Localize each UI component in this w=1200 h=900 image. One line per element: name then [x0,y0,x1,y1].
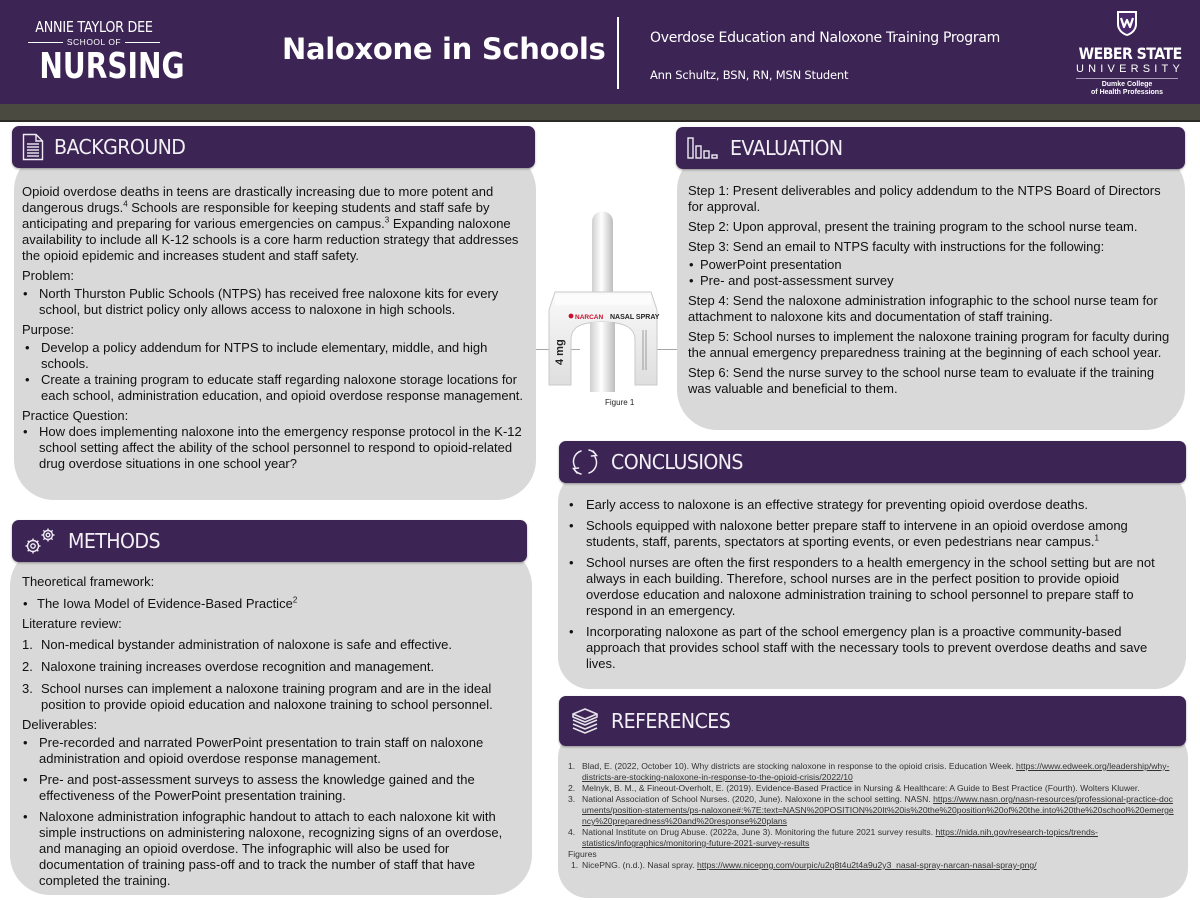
logo-college-line-1: Dumke College [1101,81,1153,88]
evaluation-header [676,127,1185,169]
shield-icon [1116,10,1138,37]
list-item: • The Iowa Model of Evidence-Based Practice$^2$ [22,596,520,612]
logo-divider [1076,78,1178,79]
background-title: BACKGROUND [54,135,186,159]
reference-item: 4. National Institute on Drug Abuse. (2022a, June 3). Monitoring the future 2021 survey results. https://nida.nih.gov/research-topics/trends-statistics/infographics/monitoring-future-2021-survey-results [568,827,1098,848]
logo-line-1: ANNIE TAYLOR DEE [35,18,153,36]
methods-title: METHODS [68,529,160,553]
poster-author: Ann Schultz, BSN, RN, MSN Student [650,68,849,82]
logo-line-3: NURSING [39,46,185,87]
reference-link[interactable]: https://nida.nih.gov/research-topics/trends-statistics/infographics/monitoring-future-2021-survey-results [582,827,1098,848]
list-item: • Naloxone administration infographic handout to attach to each naloxone kit with simple instructions on administering naloxone, recognizing signs of an overdose, and managing an opioid overdose. The infographic will also be used for documentation of training pass-off and to track the number of staff that have completed the training. [22,809,520,889]
evaluation-step-6: Step 6: Send the nurse survey to the school nurse team to evaluate if the training was valuable and beneficial to them. [688,365,1155,396]
framework-list [22,596,520,612]
reference-link[interactable]: https://www.edweek.org/leadership/why-districts-are-stocking-naloxone-in-response-to-the-opioid-crisis/2022/10 [582,761,1170,782]
background-header [12,126,535,168]
logo-college-line-2: of Health Professions [1091,89,1163,96]
references-list [568,761,1174,849]
list-item: • Pre- and post-assessment survey [688,273,1175,289]
conclusions-header [559,441,1186,483]
narcan-brand-text: NARCAN [575,314,604,321]
bar-chart-icon [686,136,720,160]
list-item: • School nurses are often the first responders to a health emergency in the school setting but are not always in each building. Therefore, school nurses are in the perfect position to provide opioid overdose education and naloxone administration training to school personnel to prepare staff to respond in an emergency. [568,555,1168,619]
purpose-label: Purpose: [22,322,75,337]
background-panel [14,150,536,500]
nasal-spray-icon [535,200,670,400]
list-item: 2. Naloxone training increases overdose recognition and management. [22,659,435,674]
university-logo [1072,10,1185,97]
reference-item: 3. National Association of School Nurses. (2020, June). Naloxone in the school setting. NASN. https://www.nasn.org/nasn-resources/professional-practice-documents/position-statements/ps-naloxone#:%7E:text=NASN%20POSITION%20It%20is%20the%20position%20of%20the.into%20the%20school%20emergency%20preparedness%20and%20response%20plans [568,794,1174,826]
practice-question-list [22,424,524,472]
list-item: • PowerPoint presentation [688,257,1175,273]
evaluation-step-3-list [688,257,1175,289]
list-item: • Early access to naloxone is an effective strategy for preventing opioid overdose deaths. [568,497,1168,513]
poster-header [0,0,1200,104]
narcan-nasal-spray-image [535,200,670,400]
deliverables-label: Deliverables: [22,717,98,732]
deliverables-list [22,735,520,889]
methods-header [12,520,527,562]
conclusions-title: CONCLUSIONS [611,450,743,474]
references-title: REFERENCES [611,709,731,733]
evaluation-step-5: Step 5: School nurses to implement the naloxone training program for faculty during the annual emergency preparedness training at the beginning of each school year. [688,329,1170,360]
conclusions-list [568,497,1168,672]
evaluation-panel [677,150,1185,430]
books-icon [569,706,601,736]
logo-university: UNIVERSITY [1076,63,1185,75]
list-item: • North Thurston Public Schools (NTPS) has received free naloxone kits for every school, but district policy only allows access to naloxone in high schools. [22,286,524,318]
list-item: • How does implementing naloxone into the emergency response protocol in the K-12 school setting affect the ability of the school personnel to respond to opioid-related drug overdose situations in one school year? [22,424,524,472]
list-item: 3. School nurses can implement a naloxone training program and are in the ideal position to provide opioid education and naloxone training to school personnel. [22,681,493,712]
background-intro: Opioid overdose deaths in teens are drastically increasing due to more potent and dangerous drugs.$^4$ Schools are responsible for keeping students and staff safe by anticipating and preparing for various emergencies on campus.$^3$ Expanding naloxone availability to include all K-12 schools is a core harm reduction strategy that addresses the opioid epidemic and increases student and staff safety. [22,184,519,263]
problem-list [22,286,524,318]
literature-list [22,637,520,713]
reference-item: 1. NicePNG. (n.d.). Nasal spray. https://www.nicepng.com/ourpic/u2q8t4u2t4a9u2y3_nasal-spray-narcan-nasal-spray-png/ [571,860,1037,870]
reference-item: 2. Melnyk, B. M., & Fineout-Overholt, E. (2019). Evidence-Based Practice in Nursing & Healthcare: A Guide to Best Practice (Fourth). Wolters Kluwer. [568,783,1140,793]
narcan-dose-text: 4 mg [554,339,566,365]
list-item: 1. Non-medical bystander administration of naloxone is safe and effective. [22,637,452,652]
header-band [0,104,1200,122]
cycle-arrows-icon [569,447,601,477]
list-item: • Create a training program to educate staff regarding naloxone storage locations for each school, administration education, and opioid overdose response management. [24,372,524,404]
gears-icon [22,526,58,556]
evaluation-step-4: Step 4: Send the naloxone administration infographic to the school nurse team for attachment to naloxone kits and documentation of staff training. [688,293,1158,324]
document-icon [22,133,44,161]
practice-question-label: Practice Question: [22,408,129,423]
evaluation-title: EVALUATION [730,136,843,160]
literature-label: Literature review: [22,616,122,631]
framework-label: Theoretical framework: [22,574,155,589]
logo-line-2: SCHOOL OF [24,37,164,47]
list-item: • Pre-recorded and narrated PowerPoint presentation to train staff on naloxone administration and opioid overdose response management. [22,735,520,767]
methods-panel [10,546,532,895]
purpose-list [22,340,524,404]
list-item: • Schools equipped with naloxone better prepare staff to intervene in an opioid overdose among students, staff, parents, spectators at sporting events, or even pedestrians near campus.$^1$ [568,518,1168,550]
evaluation-step-2: Step 2: Upon approval, present the training program to the school nurse team. [688,219,1138,234]
logo-weber-state: WEBER STATE [1078,44,1182,63]
figures-label: Figures [568,849,597,859]
figure-references-list [568,860,1174,871]
references-panel [558,728,1188,898]
reference-link[interactable]: https://www.nasn.org/nasn-resources/professional-practice-documents/position-statements/ps-naloxone#:%7E:text=NASN%20POSITION%20It%20is%20the%20position%20of%20the.into%20the%20school%20emergency%20preparedness%20and%20response%20plans [582,794,1174,826]
poster-subtitle: Overdose Education and Naloxone Training Program [650,30,1000,46]
figure-caption: Figure 1 [605,398,635,407]
problem-label: Problem: [22,268,75,283]
evaluation-step-3: Step 3: Send an email to NTPS faculty with instructions for the following: [688,239,1105,254]
conclusions-panel [558,470,1186,689]
evaluation-step-1: Step 1: Present deliverables and policy addendum to the NTPS Board of Directors for approval. [688,183,1161,214]
poster-title: Naloxone in Schools [282,32,606,66]
nursing-school-logo [24,18,185,87]
references-header [559,696,1186,746]
list-item: • Develop a policy addendum for NTPS to include elementary, middle, and high schools. [24,340,524,372]
reference-link[interactable]: https://www.nicepng.com/ourpic/u2q8t4u2t4a9u2y3_nasal-spray-narcan-nasal-spray-png/ [696,860,1037,870]
reference-item: 1. Blad, E. (2022, October 10). Why districts are stocking naloxone in response to the opioid crisis. Education Week. https://www.edweek.org/leadership/why-districts-are-stocking-naloxone-in-response-to-the-opioid-crisis/2022/10 [568,761,1170,782]
header-divider [617,17,619,89]
narcan-product-text: NASAL SPRAY [610,314,660,321]
list-item: • Pre- and post-assessment surveys to assess the knowledge gained and the effectiveness of the PowerPoint presentation training. [22,772,520,804]
list-item: • Incorporating naloxone as part of the school emergency plan is a proactive community-based approach that provides school staff with the necessary tools to prevent overdose deaths and save lives. [568,624,1168,672]
